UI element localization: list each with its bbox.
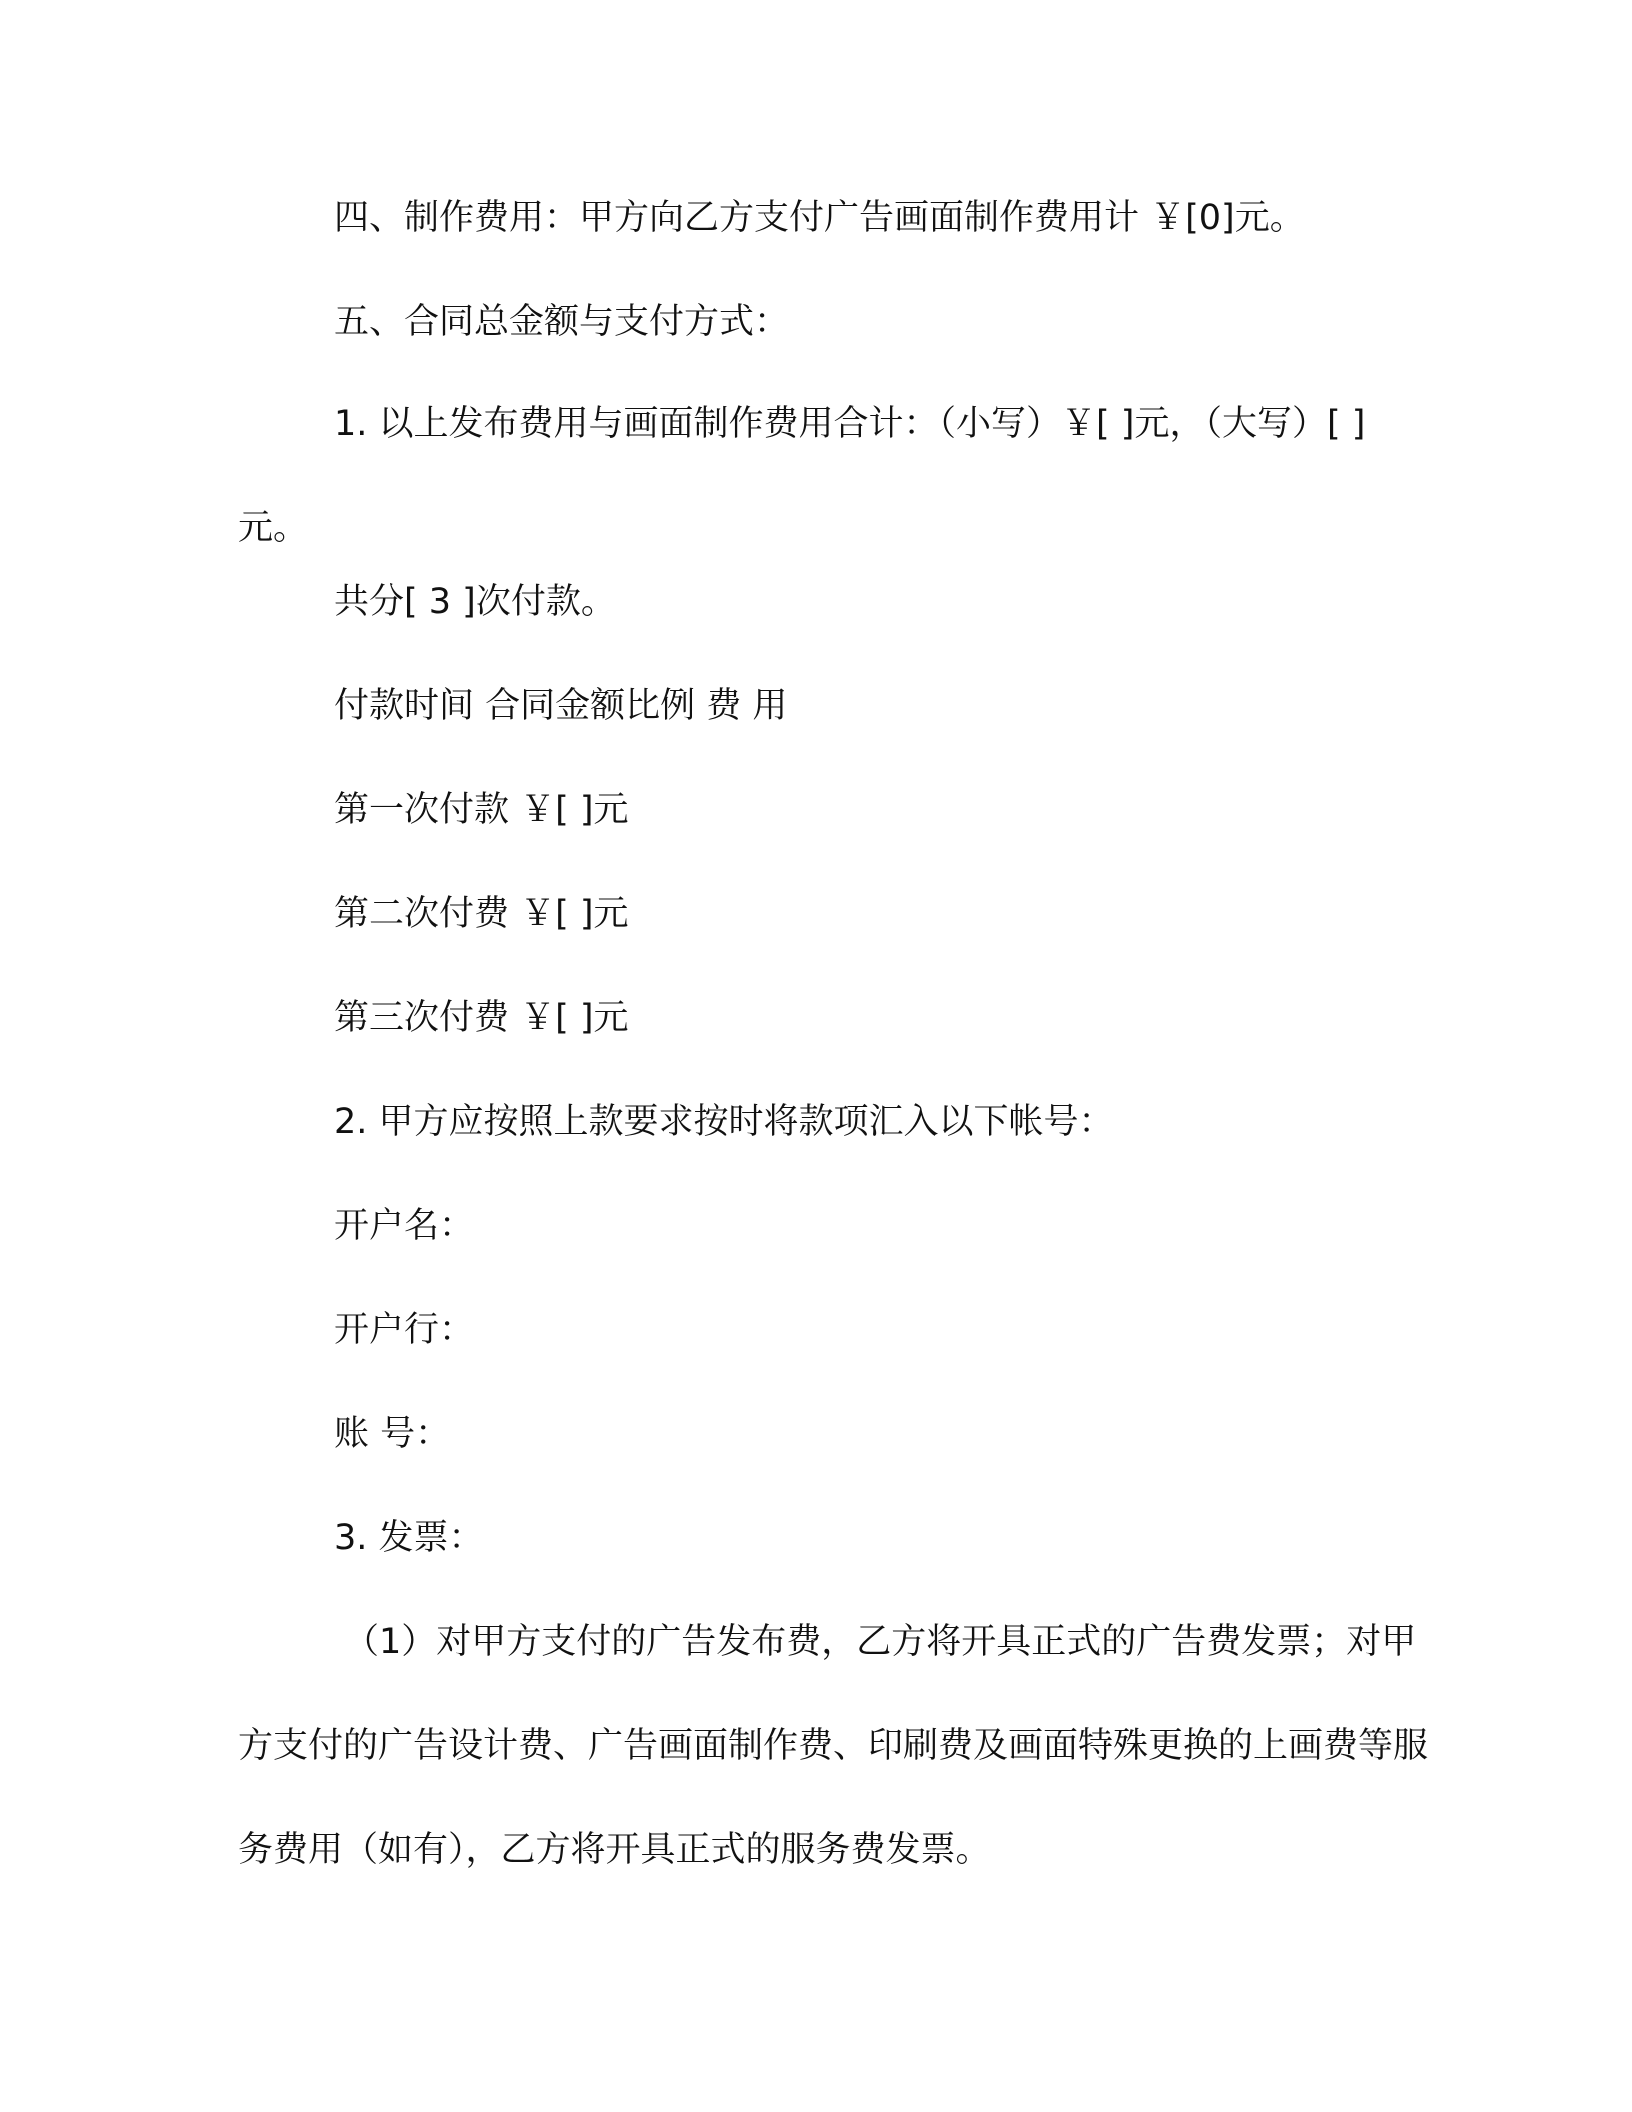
account-number-label: 账 号： bbox=[334, 1414, 451, 1454]
payment-row-third: 第三次付费 ￥[ ]元 bbox=[334, 998, 629, 1038]
payment-table-header: 付款时间 合同金额比例 费 用 bbox=[334, 686, 788, 726]
account-name-label: 开户名： bbox=[334, 1206, 475, 1246]
section-production-fee: 四、制作费用：甲方向乙方支付广告画面制作费用计 ￥[0]元。 bbox=[334, 198, 1305, 238]
item-total-amount: 1. 以上发布费用与画面制作费用合计：（小写）￥[ ]元，（大写）[ ]元。 bbox=[238, 404, 1366, 548]
section-total-amount-heading: 五、合同总金额与支付方式： bbox=[334, 302, 790, 342]
invoice-note: （1）对甲方支付的广告发布费，乙方将开具正式的广告费发票；对甲方支付的广告设计费、广告画面制作费、印刷费及画面特殊更换的上画费等服务费用（如有），乙方将开具正式的服务费发票。 bbox=[238, 1622, 1429, 1870]
payment-row-second: 第二次付费 ￥[ ]元 bbox=[334, 894, 629, 934]
item-invoice-heading: 3. 发票： bbox=[334, 1518, 484, 1558]
item-bank-transfer: 2. 甲方应按照上款要求按时将款项汇入以下帐号： bbox=[334, 1102, 1114, 1142]
bank-label: 开户行： bbox=[334, 1310, 475, 1350]
payment-count: 共分[ 3 ]次付款。 bbox=[334, 582, 616, 622]
payment-row-first: 第一次付款 ￥[ ]元 bbox=[334, 790, 629, 830]
